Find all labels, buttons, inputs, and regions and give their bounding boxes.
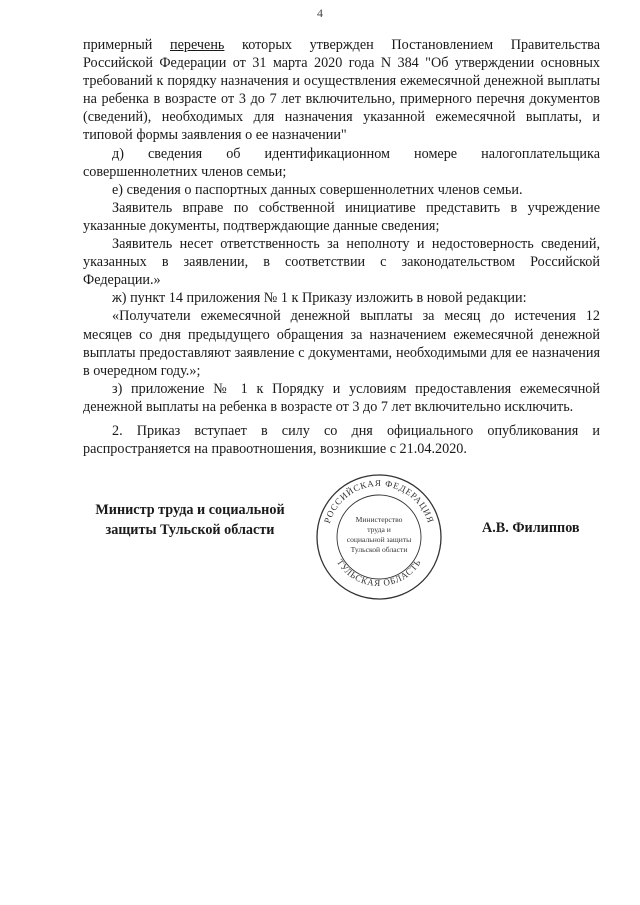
seal-line-2: труда и	[367, 525, 391, 534]
seal-line-1: Министерство	[355, 515, 403, 524]
page-number: 4	[317, 6, 323, 20]
document-body	[83, 36, 600, 458]
seal-line-4: Тульской области	[350, 545, 408, 554]
item-z: з) приложение № 1 к Порядку и условиям предоставления ежемесячной денежной выплаты на ребенка в возрасте от 3 до 7 лет включительно исключить.	[83, 380, 600, 415]
signatory-title: Министр труда и социальной защиты Тульской области	[95, 502, 285, 538]
perechen-link[interactable]: перечень	[169, 37, 225, 53]
applicant-responsibility-paragraph: Заявитель несет ответственность за неполноту и недостоверность сведений, указанных в заявлении, в соответствии с законодательством Российской Федерации.»	[83, 236, 600, 289]
paragraph-list-reference: примерный перечень которых утвержден Постановлением Правительства Российской Федерации от 31 марта 2020 года N 384 "Об утверждении основных требований к порядку назначения и осуществления ежемесячной денежной выплаты на ребенка в возрасте от 3 до 7 лет включительно, примерного перечня документов (сведений), необходимых для назначения указанной ежемесячной выплаты, и типовой формы заявления о ее назначении"	[83, 37, 600, 144]
seal-line-3: социальной защиты	[346, 535, 412, 544]
item-14-new-text: «Получатели ежемесячной денежной выплаты за месяц до истечения 12 месяцев со дня предыдущего обращения за назначением ежемесячной денежной выплаты предоставляют заявление с документами, необходимыми для ее назначения в очередном году.»;	[83, 308, 600, 379]
clause-2: 2. Приказ вступает в силу со дня официального опубликования и распространяется на правоотношения, возникшие с 21.04.2020.	[83, 422, 600, 458]
signatory-name: А.В. Филиппов	[482, 520, 580, 536]
applicant-right-paragraph: Заявитель вправе по собственной инициативе представить в учреждение указанные документы, подтверждающие данные сведения;	[83, 199, 600, 234]
seal-ring-bottom: ТУЛЬСКАЯ ОБЛАСТЬ	[334, 557, 424, 589]
item-d: д) сведения об идентификационном номере налогоплательщика совершеннолетних членов семьи;	[83, 145, 600, 180]
item-e: е) сведения о паспортных данных совершеннолетних членов семьи.	[112, 181, 523, 198]
svg-text:ТУЛЬСКАЯ ОБЛАСТЬ	[335, 557, 423, 588]
official-seal	[314, 472, 444, 602]
seal-ring-top: РОССИЙСКАЯ ФЕДЕРАЦИЯ	[322, 477, 436, 525]
item-zh: ж) пункт 14 приложения № 1 к Приказу изложить в новой редакции:	[112, 290, 527, 307]
